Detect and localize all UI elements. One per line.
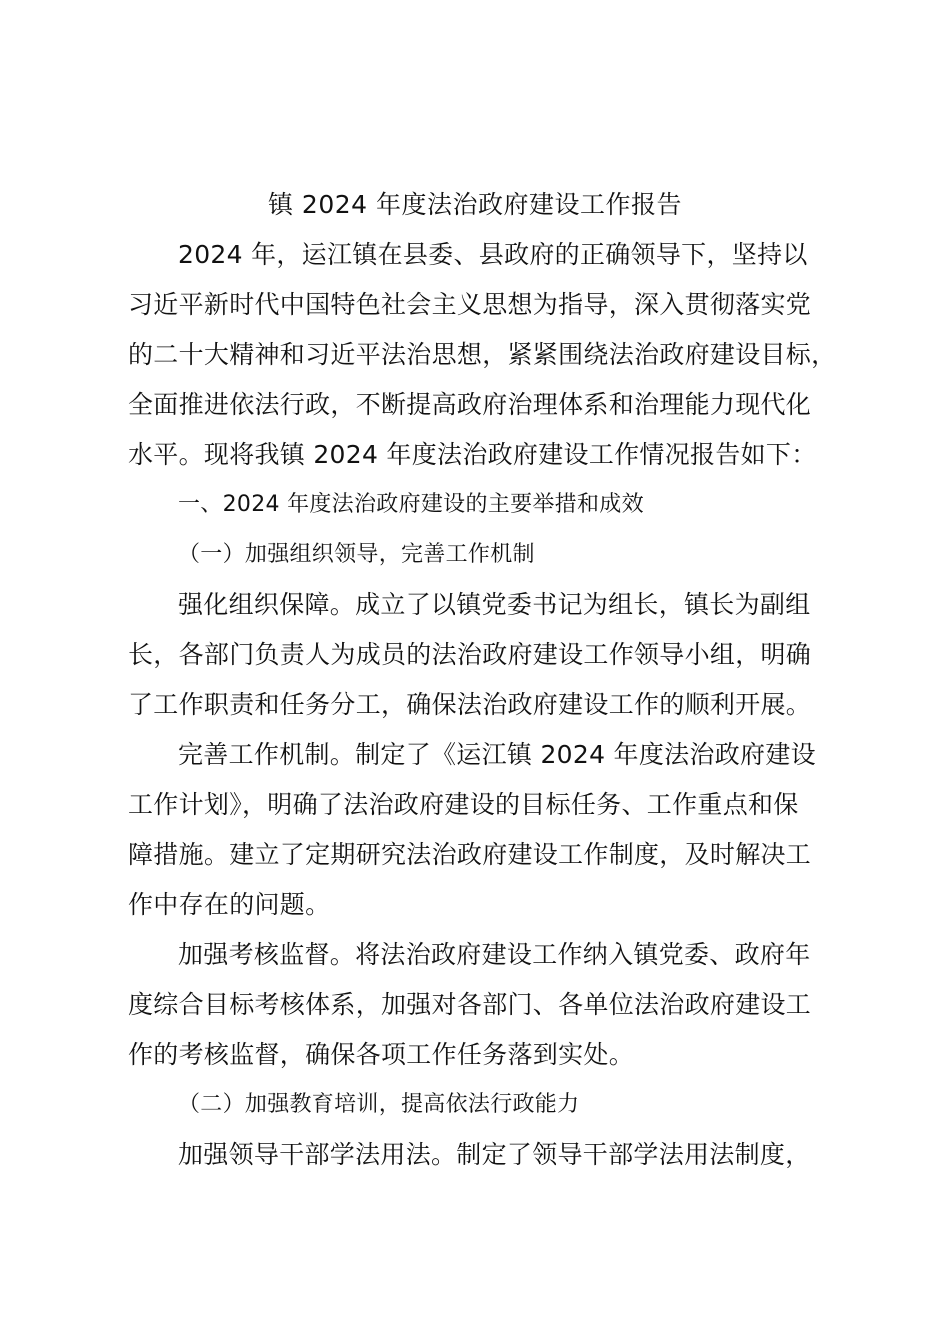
paragraph-line: 工作计划》，明确了法治政府建设的目标任务、工作重点和保 [128,790,799,819]
paragraph-line: 加强领导干部学法用法。制定了领导干部学法用法制度， [178,1140,811,1169]
subsection-heading: （一）加强组织领导，完善工作机制 [178,542,535,567]
paragraph-line: 习近平新时代中国特色社会主义思想为指导，深入贯彻落实党 [128,290,812,319]
paragraph-line: 加强考核监督。将法治政府建设工作纳入镇党委、政府年 [178,940,811,969]
paragraph-line: 度综合目标考核体系，加强对各部门、各单位法治政府建设工 [128,990,812,1019]
section-heading: 一、2024 年度法治政府建设的主要举措和成效 [178,492,644,517]
paragraph-line: 强化组织保障。成立了以镇党委书记为组长，镇长为副组 [178,590,811,619]
paragraph-line: 障措施。建立了定期研究法治政府建设工作制度，及时解决工 [128,840,812,869]
paragraph-line: 全面推进依法行政，不断提高政府治理体系和治理能力现代化 [128,390,812,419]
paragraph-line: 的二十大精神和习近平法治思想，紧紧围绕法治政府建设目标， [128,340,837,369]
paragraph-line: 作中存在的问题。 [128,890,331,919]
paragraph-line: 长，各部门负责人为成员的法治政府建设工作领导小组，明确 [128,640,812,669]
paragraph-line: 了工作职责和任务分工，确保法治政府建设工作的顺利开展。 [128,690,812,719]
paragraph-line: 2024 年，运江镇在县委、县政府的正确领导下，坚持以 [178,240,808,269]
document-title: 镇 2024 年度法治政府建设工作报告 [267,190,683,219]
paragraph-line: 完善工作机制。制定了《运江镇 2024 年度法治政府建设 [178,740,816,769]
paragraph-line: 水平。现将我镇 2024 年度法治政府建设工作情况报告如下： [128,440,817,469]
subsection-heading: （二）加强教育培训，提高依法行政能力 [178,1092,580,1117]
paragraph-line: 作的考核监督，确保各项工作任务落到实处。 [128,1040,635,1069]
